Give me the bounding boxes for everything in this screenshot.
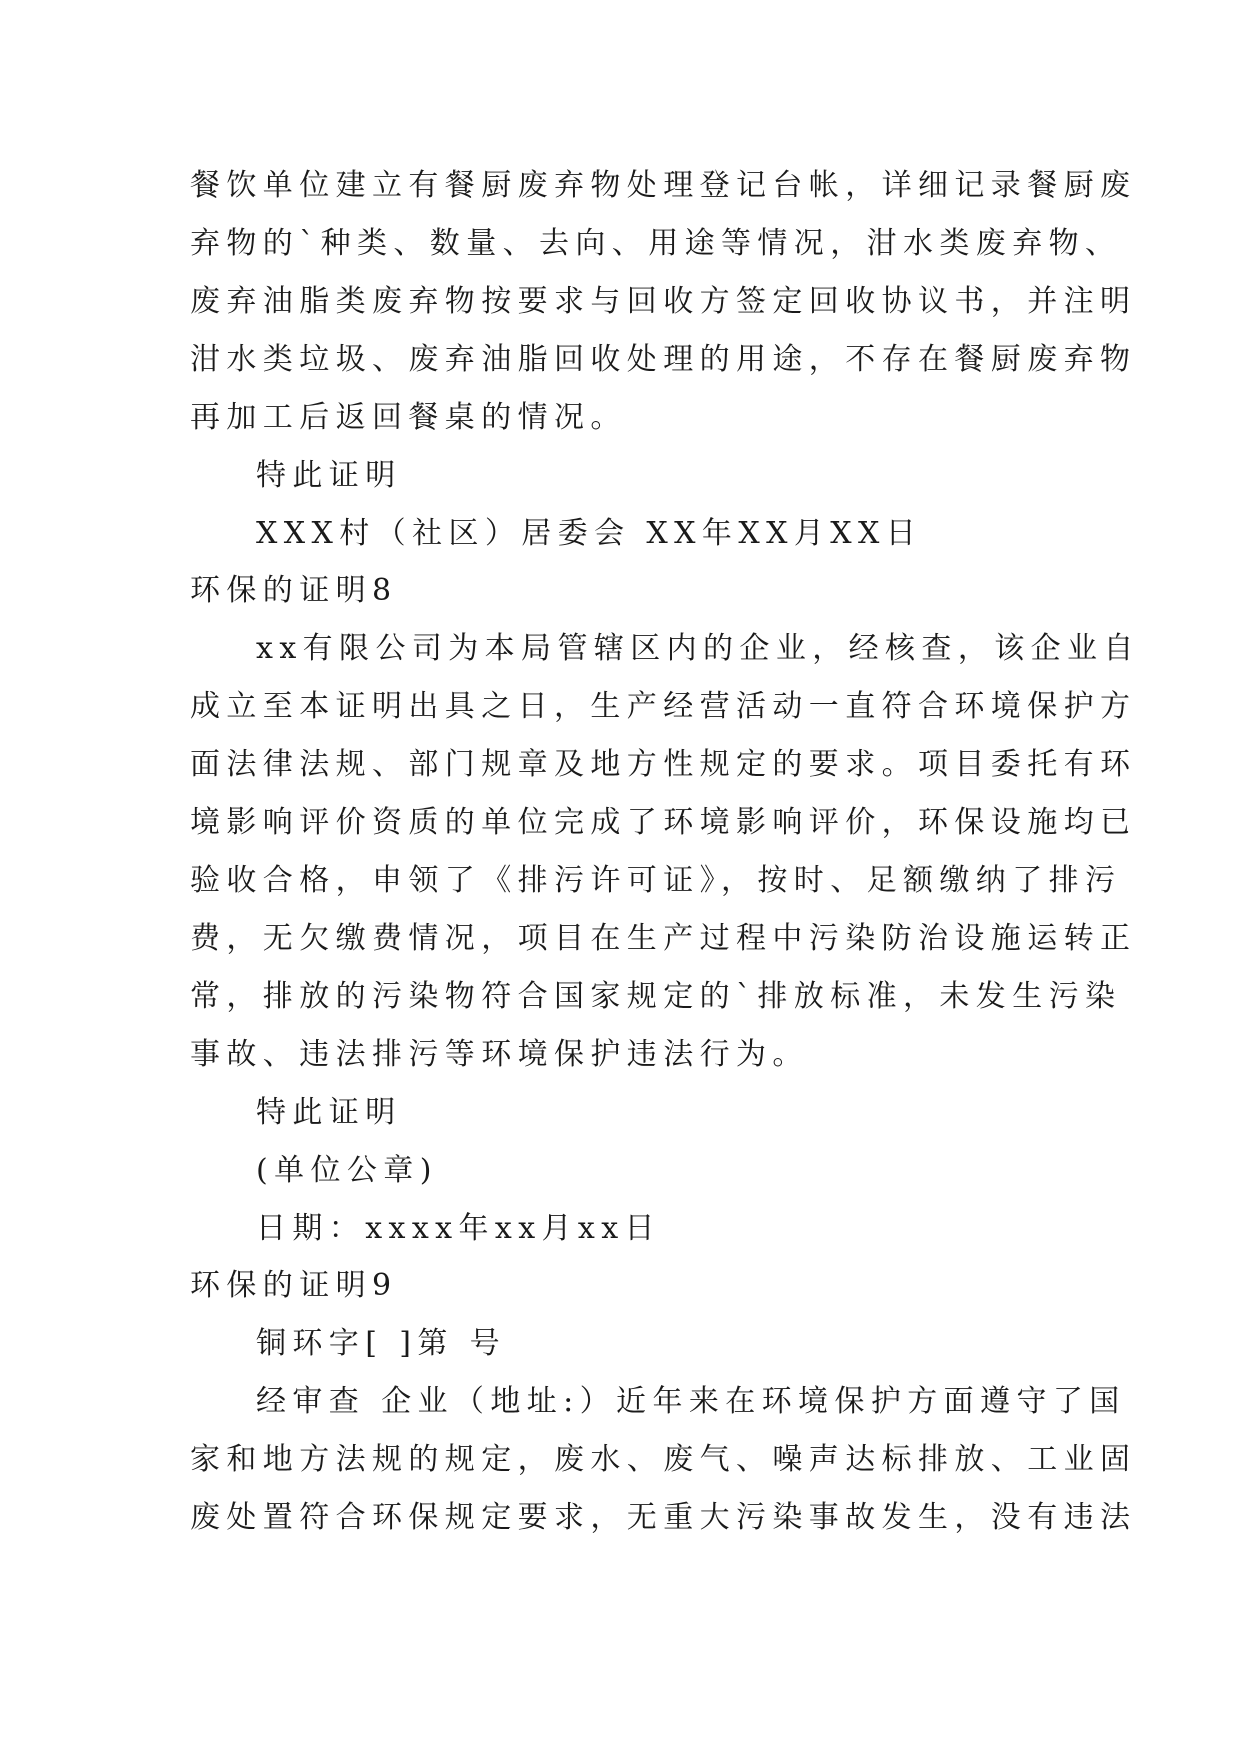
section-heading: 环保的证明8 xyxy=(190,573,398,608)
document-number: 铜环字[ ]第 号 xyxy=(256,1326,507,1361)
paragraph-line: xx有限公司为本局管辖区内的企业，经核查，该企业自 xyxy=(256,631,1140,666)
paragraph-line: 事故、违法排污等环境保护违法行为。 xyxy=(190,1037,809,1072)
closing-text: 特此证明 xyxy=(256,1095,402,1130)
paragraph-line: 面法律法规、部门规章及地方性规定的要求。项目委托有环 xyxy=(190,747,1137,782)
paragraph-line: 费，无欠缴费情况，项目在生产过程中污染防治设施运转正 xyxy=(190,921,1137,956)
paragraph-line: 废弃油脂类废弃物按要求与回收方签定回收协议书，并注明 xyxy=(190,284,1137,319)
paragraph-line: 泔水类垃圾、废弃油脂回收处理的用途，不存在餐厨废弃物 xyxy=(190,342,1137,377)
section-heading: 环保的证明9 xyxy=(190,1268,398,1303)
paragraph-line: 经审查 企业（地址:）近年来在环境保护方面遵守了国 xyxy=(256,1384,1126,1419)
signature-line: XXX村（社区）居委会 XX年XX月XX日 xyxy=(256,516,923,551)
paragraph-line: 常，排放的污染物符合国家规定的`排放标准，未发生污染 xyxy=(190,979,1122,1014)
paragraph-line: 再加工后返回餐桌的情况。 xyxy=(190,400,627,435)
date-line: 日期：xxxx年xx月xx日 xyxy=(256,1211,661,1246)
seal-text: (单位公章) xyxy=(256,1153,438,1188)
paragraph-line: 家和地方法规的规定，废水、废气、噪声达标排放、工业固 xyxy=(190,1442,1137,1477)
paragraph-line: 餐饮单位建立有餐厨废弃物处理登记台帐，详细记录餐厨废 xyxy=(190,168,1137,203)
paragraph-line: 成立至本证明出具之日，生产经营活动一直符合环境保护方 xyxy=(190,689,1137,724)
paragraph-line: 境影响评价资质的单位完成了环境影响评价，环保设施均已 xyxy=(190,805,1137,840)
closing-text: 特此证明 xyxy=(256,458,402,493)
paragraph-line: 验收合格，申领了《排污许可证》，按时、足额缴纳了排污 xyxy=(190,863,1122,898)
paragraph-line: 弃物的`种类、数量、去向、用途等情况，泔水类废弃物、 xyxy=(190,226,1122,261)
paragraph-line: 废处置符合环保规定要求，无重大污染事故发生，没有违法 xyxy=(190,1500,1137,1535)
